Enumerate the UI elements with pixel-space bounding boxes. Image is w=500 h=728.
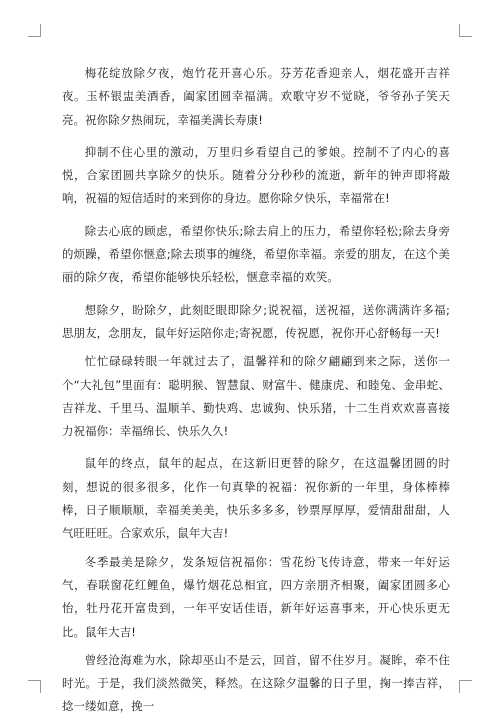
crop-mark-top-left [28, 24, 41, 37]
paragraph-6: 鼠年的终点，鼠年的起点，在这新旧更替的除夕，在这温馨团圆的时刻，想说的很多很多，化作一句真挚的祝福：祝你新的一年里，身体棒棒棒，日子顺顺顺，幸福美美美，快乐多多多，钞票厚厚厚，爱情甜甜甜，人气旺旺旺。合家欢乐，鼠年大吉! [62, 456, 450, 541]
paragraph-3: 除去心底的顾虑，希望你快乐;除去肩上的压力，希望你轻松;除去身旁的烦躁，希望你惬意;除去琐事的缠绕，希望你幸福。亲爱的朋友，在这个美丽的除夕夜，希望你能够快乐轻松，惬意幸福的欢笑。 [62, 223, 450, 285]
paragraph-4: 想除夕，盼除夕，此刻眨眼即除夕;说祝福，送祝福，送你满满许多福;思朋友，念朋友，鼠年好运陪你走;寄祝愿，传祝愿，祝你开心舒畅每一天! [62, 302, 450, 340]
crop-mark-top-right [459, 24, 472, 37]
crop-mark-bottom-left [28, 680, 41, 693]
document-body [62, 62, 450, 728]
crop-mark-bottom-right [459, 680, 472, 693]
paragraph-2: 抑制不住心里的激动，万里归乡看望自己的爹娘。控制不了内心的喜悦，合家团圆共享除夕的快乐。随着分分秒秒的流逝，新年的钟声即将敲响，祝福的短信适时的来到你的身边。愿你除夕快乐，幸福常在! [62, 144, 450, 206]
paragraph-5: 忙忙碌碌转眼一年就过去了，温馨祥和的除夕翩翩到来之际，送你一个“大礼包”里面有：聪明猴、智慧鼠、财富牛、健康虎、和睦兔、金串蛇、吉祥龙、千里马、温顺羊、勤快鸡、忠诚狗、快乐猪，十二生肖欢欢喜喜接力祝福你：幸福绵长、快乐久久! [62, 354, 450, 439]
paragraph-8: 曾经沧海难为水，除却巫山不是云，回首，留不住岁月。凝眸，牵不住时光。于是，我们淡然微笑，释然。在这除夕温馨的日子里，掬一捧吉祥，捻一缕如意，挽一 [62, 652, 450, 714]
paragraph-7: 冬季最美是除夕，发条短信祝福你：雪花纷飞传诗意，带来一年好运气，春联窗花红鲤鱼，爆竹烟花总相宜，四方亲朋齐相聚，阖家团圆多心怡，牡丹花开富贵到，一年平安话佳语，新年好运喜事来，开心快乐更无比。鼠年大吉! [62, 554, 450, 639]
paragraph-1: 梅花绽放除夕夜，炮竹花开喜心乐。芬芳花香迎亲人，烟花盛开吉祥夜。玉杯银盅美酒香，阖家团圆幸福满。欢歌守岁不觉晓，爷爷孙子笑天亮。祝你除夕热闹玩，幸福美满长寿康! [62, 66, 450, 127]
